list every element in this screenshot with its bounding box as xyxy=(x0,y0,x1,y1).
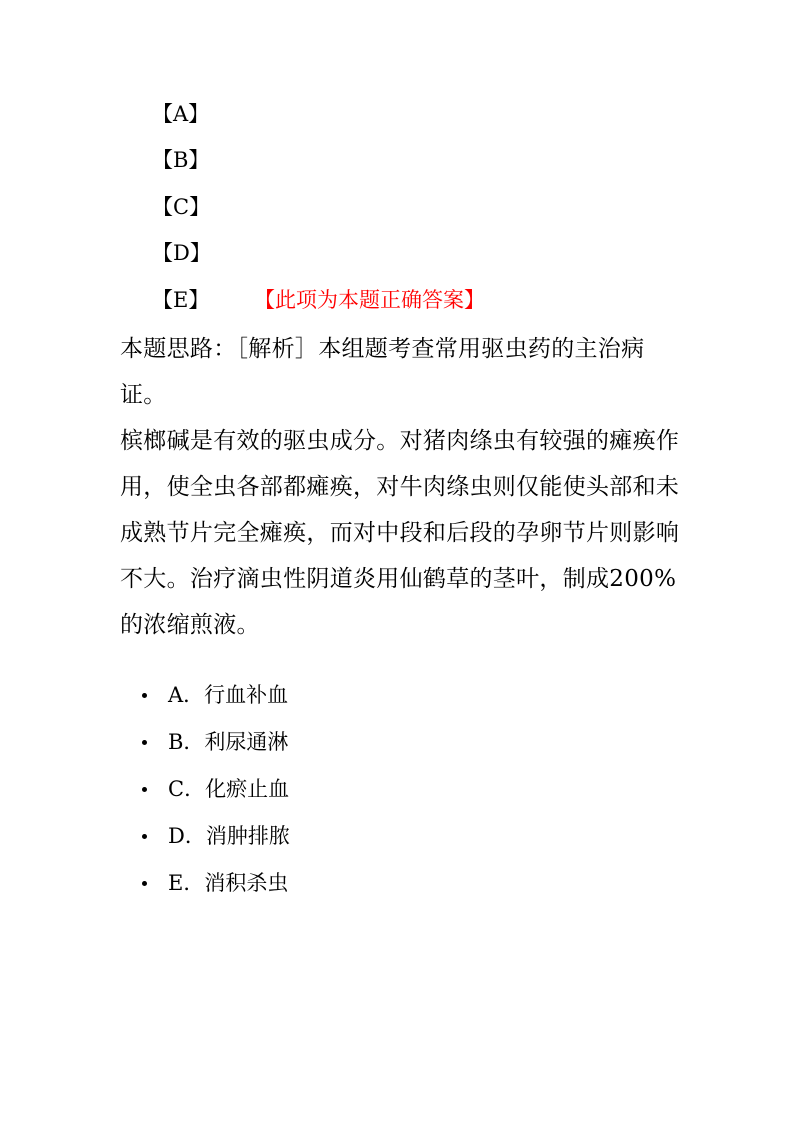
bullet-icon xyxy=(142,834,147,839)
explanation-detail: 槟榔碱是有效的驱虫成分。对猪肉绦虫有较强的瘫痪作用，使全虫各部都瘫痪，对牛肉绦虫则仅能使头部和未成熟节片完全瘫痪，而对中段和后段的孕卵节片则影响不大。治疗滴虫性阴道炎用仙鹤草的茎叶，制成200%的浓缩煎液。 xyxy=(120,428,680,638)
choice-item xyxy=(140,719,290,766)
option-c-label: 【C】 xyxy=(152,195,211,219)
correct-answer-mark: 【此项为本题正确答案】 xyxy=(254,288,486,312)
choice-list xyxy=(140,672,290,907)
choice-item xyxy=(140,672,290,719)
option-e-label: 【E】 xyxy=(152,288,210,312)
option-d-label: 【D】 xyxy=(152,241,211,265)
option-b xyxy=(152,147,209,173)
choice-item xyxy=(140,813,290,860)
choice-item xyxy=(140,860,290,907)
choice-text: A．行血补血 xyxy=(168,683,289,707)
option-c xyxy=(152,194,210,220)
choice-text: C．化瘀止血 xyxy=(168,777,290,801)
choice-item xyxy=(140,766,290,813)
choice-text: D．消肿排脓 xyxy=(168,824,290,848)
choice-text: B．利尿通淋 xyxy=(168,730,289,754)
bullet-icon xyxy=(142,740,147,745)
option-a-label: 【A】 xyxy=(152,102,210,126)
option-d xyxy=(152,240,211,266)
explanation-intro: 本题思路：［解析］本组题考查常用驱虫药的主治病证。 xyxy=(120,336,645,408)
option-b-label: 【B】 xyxy=(152,148,210,172)
bullet-icon xyxy=(142,881,147,886)
option-e xyxy=(152,287,485,313)
bullet-icon xyxy=(142,787,147,792)
bullet-icon xyxy=(142,693,147,698)
option-a xyxy=(152,101,209,127)
choice-text: E．消积杀虫 xyxy=(168,871,289,895)
